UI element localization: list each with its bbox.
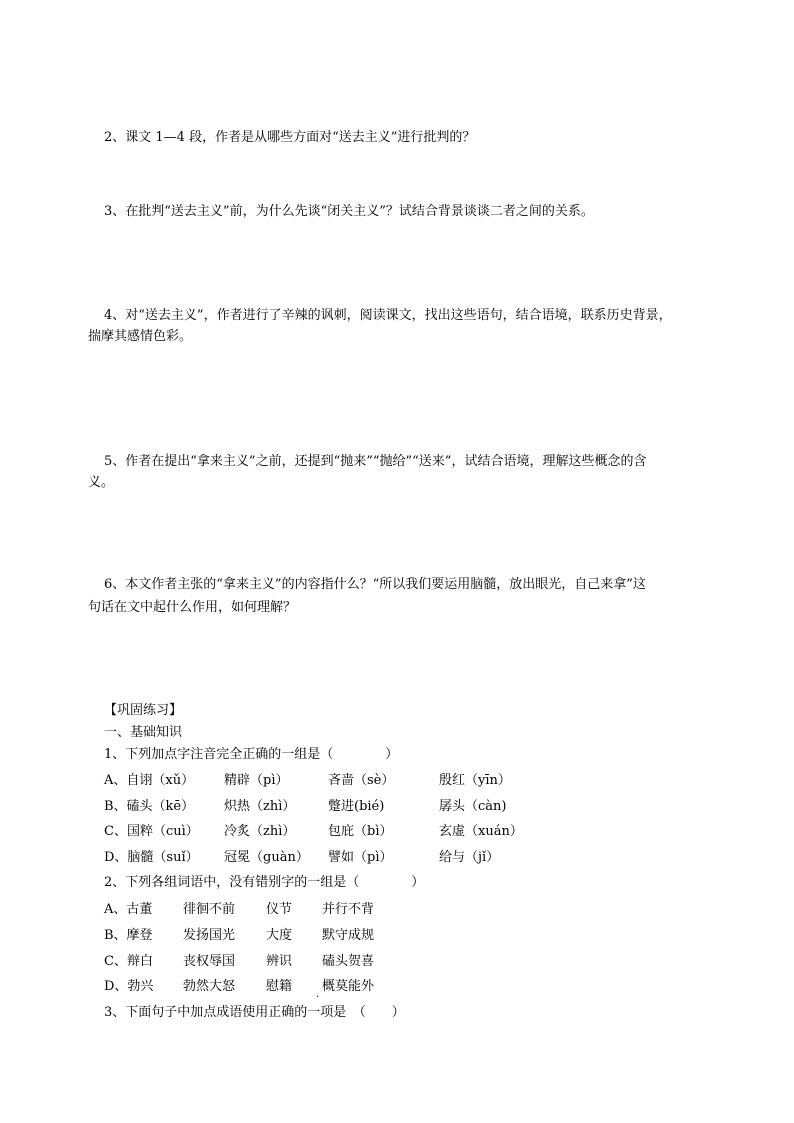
ex1-row-c-col-2: 冷炙（zhì） — [224, 824, 296, 839]
exercise-2-prompt: 2、下列各组词语中，没有错别字的一组是（ ） — [104, 875, 425, 890]
question-5-line-1: 5、作者在提出“拿来主义”之前，还提到“抛来”“抛给”“送来”，试结合语境，理解这些概念的含 — [104, 454, 647, 469]
ex2-row-a-col-1: A、古董 — [104, 902, 153, 917]
ex2-row-c-col-3: 辨识 — [266, 954, 293, 969]
ex1-row-b-col-3: 蹩进(bié) — [328, 799, 385, 814]
ex2-row-b-col-4: 默守成规 — [322, 928, 375, 943]
ex2-row-d-col-1: D、勃兴 — [104, 979, 154, 994]
section-basic-knowledge: 一、基础知识 — [104, 725, 183, 740]
ex2-row-d-col-4: 概莫能外 — [322, 979, 375, 994]
ex1-row-a-col-4: 殷红（yīn） — [439, 773, 511, 788]
ex1-row-c-col-1: C、国粹（cuì） — [104, 824, 199, 839]
ex1-row-c-col-4: 玄虚（xuán） — [439, 824, 523, 839]
question-4-line-1: 4、对“送去主义”，作者进行了辛辣的讽刺，阅读课文，找出这些语句，结合语境，联系历史背景， — [104, 308, 672, 323]
ex2-row-a-col-2: 徘徊不前 — [183, 902, 236, 917]
ex2-row-b-col-2: 发扬国光 — [183, 928, 236, 943]
ex1-row-b-col-2: 炽热（zhì） — [224, 799, 296, 814]
ex1-row-d-col-3: 譬如（pì） — [328, 850, 393, 865]
question-5 — [104, 449, 724, 474]
ex2-row-a-col-3: 仪节 — [266, 902, 293, 917]
ex1-row-c-col-3: 包庇（bì） — [328, 824, 393, 839]
ex2-row-c-col-4: 磕头贺喜 — [322, 954, 375, 969]
question-6-line-2: 句话在文中起什么作用，如何理解？ — [88, 600, 297, 615]
ex2-row-c-col-2: 丧权辱国 — [183, 954, 236, 969]
ex1-row-d-col-4: 给与（jǐ） — [439, 850, 500, 865]
question-6 — [104, 572, 724, 597]
ex2-row-b-col-1: B、摩登 — [104, 928, 153, 943]
question-6-line-1: 6、本文作者主张的“拿来主义”的内容指什么？“所以我们要运用脑髓，放出眼光，自己来拿”这 — [104, 577, 646, 592]
ex2-row-c-col-1: C、辩白 — [104, 954, 153, 969]
ex1-row-a-col-3: 吝啬（sè） — [328, 773, 395, 788]
question-5-line-2: 义。 — [88, 475, 115, 490]
question-2-text: 2、课文 1—4 段，作者是从哪些方面对“送去主义”进行批判的？ — [104, 130, 476, 145]
ex1-row-a-col-2: 精辟（pì） — [224, 773, 289, 788]
ex1-row-d-col-2: 冠冕（guàn） — [224, 850, 309, 865]
question-3-text: 3、在批判“送去主义”前，为什么先谈“闭关主义”？试结合背景谈谈二者之间的关系。 — [104, 204, 594, 219]
ex2-row-d-col-2: 勃然大怒 — [183, 979, 236, 994]
emphasis-dot-mark: . — [316, 989, 320, 1000]
question-4-line-2: 揣摩其感情色彩。 — [88, 329, 193, 344]
exercise-1-prompt: 1、下列加点字注音完全正确的一组是（ ） — [104, 747, 399, 762]
ex1-row-b-col-4: 孱头（càn) — [439, 799, 507, 814]
practice-heading: 【巩固练习】 — [104, 703, 183, 718]
question-4 — [104, 303, 724, 328]
ex1-row-a-col-1: A、自诩（xǔ） — [104, 773, 195, 788]
exercise-3-prompt: 3、下面句子中加点成语使用正确的一项是 （ ） — [104, 1005, 405, 1020]
question-2 — [104, 125, 724, 150]
ex1-row-b-col-1: B、磕头（kē） — [104, 799, 195, 814]
ex2-row-d-col-3: 慰籍 — [266, 979, 293, 994]
ex1-row-d-col-1: D、脑髓（suǐ） — [104, 850, 199, 865]
ex2-row-a-col-4: 并行不背 — [322, 902, 375, 917]
question-3 — [104, 199, 724, 224]
ex2-row-b-col-3: 大度 — [266, 928, 293, 943]
